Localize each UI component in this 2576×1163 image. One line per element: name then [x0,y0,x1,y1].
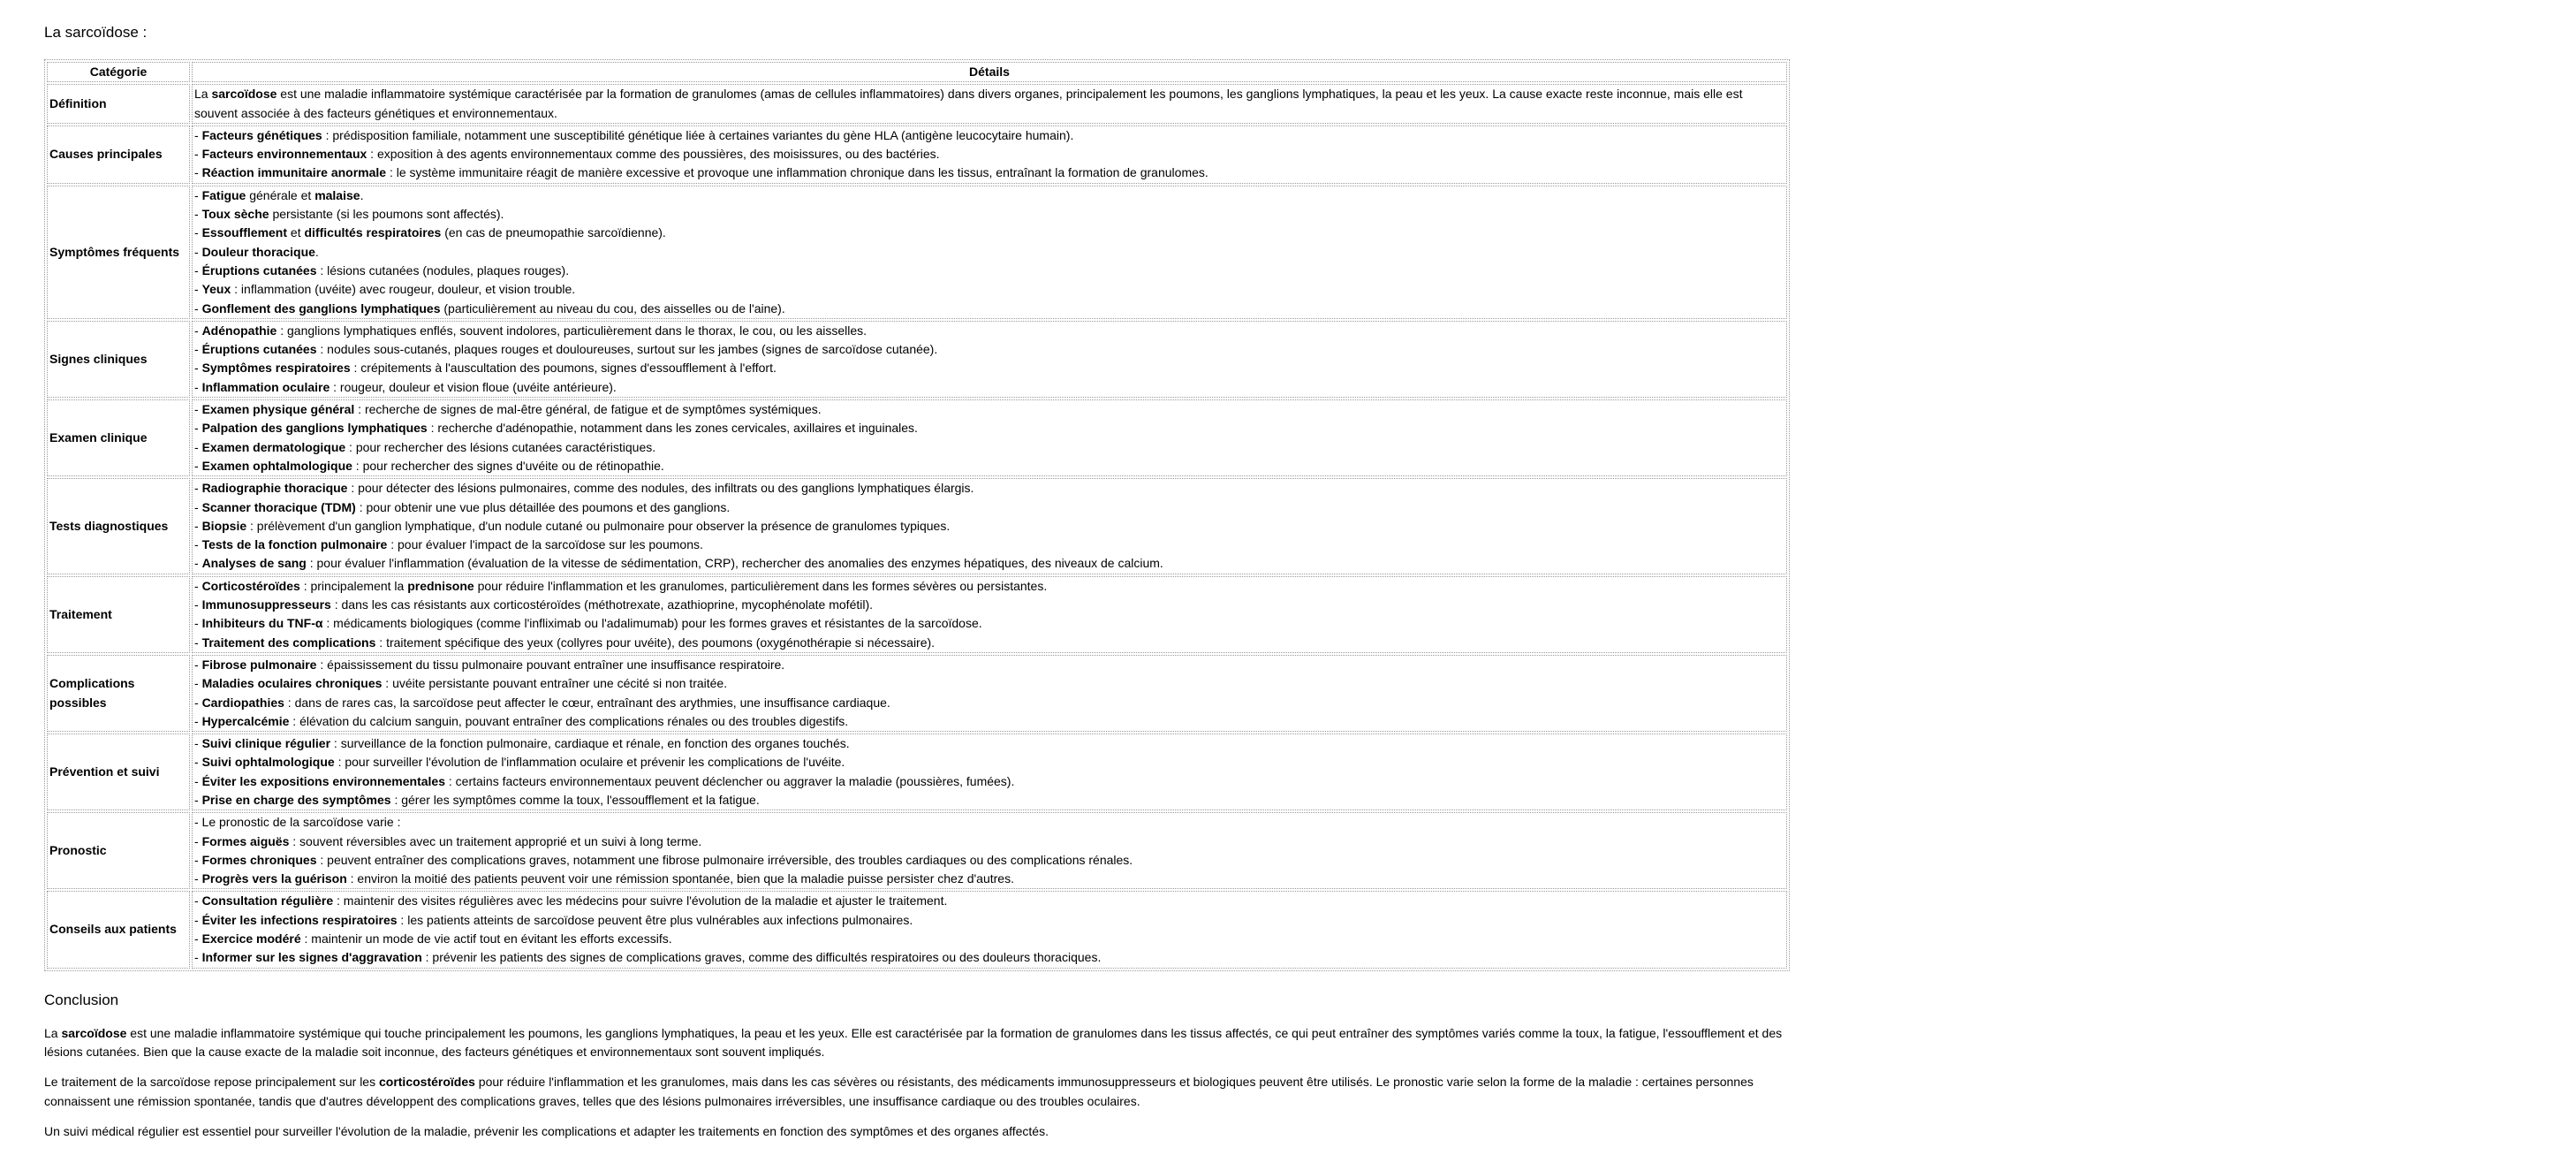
bold-term: Symptômes respiratoires [201,361,351,376]
bold-term: Immunosuppresseurs [201,597,331,612]
details-cell [192,84,1787,124]
text-run: : rougeur, douleur et vision floue (uvéite antérieure). [330,379,617,394]
detail-line [194,536,1784,554]
text-run: - [194,282,202,297]
bold-term: Traitement des complications [201,635,376,650]
page-title: La sarcoïdose : [44,24,148,41]
detail-line [194,772,1784,791]
table-header-row [47,62,1787,82]
text-run: - [194,931,202,946]
text-run: - [194,537,202,552]
details-cell [192,655,1787,732]
text-run: : uvéite persistante pouvant entraîner une cécité si non traitée. [382,676,728,691]
category-cell: Conseils aux patients [47,891,190,968]
text-run: - [194,499,202,514]
text-run: : pour évaluer l'impact de la sarcoïdose sur les poumons. [387,537,703,552]
detail-line [194,322,1784,340]
text-run: - [194,187,202,202]
conclusion-paragraph [44,1073,1790,1111]
bold-term: Analyses de sang [201,556,307,571]
bold-term: Examen ophtalmologique [201,458,352,473]
detail-line [194,813,1784,832]
text-run: : maintenir un mode de vie actif tout en évitant les efforts excessifs. [300,931,672,946]
text-run: : maintenir des visites régulières avec les médecins pour suivre l'évolution de la maladie et ajuster le traitement. [333,893,948,908]
table-row-definition [47,84,1787,124]
detail-line [194,791,1784,810]
details-cell [192,125,1787,184]
bold-term: Toux sèche [201,207,269,222]
text-run: : exposition à des agents environnementaux comme des poussières, des moisissures, ou des bactéries. [367,147,940,162]
bold-term: Cardiopathies [201,695,284,710]
bold-term: Essoufflement [201,225,288,240]
detail-line [194,498,1784,517]
detail-line [194,163,1784,182]
text-run: est une maladie inflammatoire systémique qui touche principalement les poumons, les ganglions lymphatiques, la peau et les yeux. Elle est caractérisée par la formation de granulomes dans les tissus affectés, ce qui peut entraîner des symptômes variés comme la toux, la fatigue, l'essoufflement et des lésions cutanées. Bien que la cause exacte de la maladie soit inconnue, des facteurs génétiques et environnementaux sont souvent impliqués. [44,1025,1783,1059]
bold-term: Inhibiteurs du TNF-α [201,616,323,631]
sarcoidosis-table [44,59,1790,971]
text-run: : recherche d'adénopathie, notamment dans les zones cervicales, axillaires et inguinales. [427,421,918,436]
text-run: - [194,481,202,496]
detail-line [194,205,1784,224]
detail-line [194,243,1784,262]
text-run: - [194,207,202,222]
details-cell [192,891,1787,968]
text-run: - [194,676,202,691]
text-run: - [194,755,202,770]
detail-line [194,948,1784,967]
text-run: - [194,635,202,650]
text-run: - [194,300,202,315]
details-cell [192,399,1787,476]
text-run: - [194,421,202,436]
table-row-signes-cliniques [47,321,1787,398]
bold-term: Examen dermatologique [201,439,346,454]
detail-line [194,577,1784,596]
detail-line [194,892,1784,910]
details-cell [192,734,1787,810]
text-run: : élévation du calcium sanguin, pouvant entraîner des complications rénales ou des troubles digestifs. [289,713,849,728]
details-cell [192,321,1787,398]
category-cell: Définition [47,84,190,124]
bold-term: Maladies oculaires chroniques [201,676,383,691]
document [44,23,1792,1152]
text-run: - [194,165,202,180]
detail-line [194,145,1784,163]
text-run: : épaississement du tissu pulmonaire pouvant entraîner une insuffisance respiratoire. [316,657,785,672]
detail-line [194,378,1784,397]
detail-line [194,851,1784,870]
details-cell [192,576,1787,653]
text-run: : pour obtenir une vue plus détaillée des poumons et des ganglions. [355,499,731,514]
text-run: . [360,187,364,202]
text-run: - [194,773,202,788]
text-run: - [194,379,202,394]
detail-line [194,674,1784,693]
text-run: - [194,439,202,454]
text-run: : pour surveiller l'évolution de l'inflammation oculaire et prévenir les complications de l'uvéite. [334,755,845,770]
conclusion-paragraph [44,1024,1790,1062]
text-run: - [194,833,202,848]
conclusion-paragraph [44,1122,1790,1141]
category-cell: Traitement [47,576,190,653]
detail-line [194,359,1784,377]
detail-line [194,596,1784,614]
text-run: - [194,402,202,417]
text-run: : recherche de signes de mal-être général, de fatigue et de symptômes systémiques. [354,402,822,417]
bold-term: Examen physique général [201,402,355,417]
details-cell [192,478,1787,574]
bold-term: Douleur thoracique [201,244,315,259]
text-run: : médicaments biologiques (comme l'infliximab ou l'adalimumab) pour les formes graves et résistantes de la sarcoïdose. [322,616,982,631]
text-run: : environ la moitié des patients peuvent voir une rémission spontanée, bien que la maladie puisse persister chez d'autres. [346,871,1014,886]
text-run: - [194,912,202,927]
bold-term: corticostéroïdes [378,1075,475,1090]
category-cell: Prévention et suivi [47,734,190,810]
text-run: - [194,713,202,728]
detail-line [194,712,1784,731]
bold-term: Éruptions cutanées [201,342,317,357]
detail-line [194,870,1784,888]
bold-term: prednisone [407,578,474,593]
detail-line [194,753,1784,772]
bold-term: Informer sur les signes d'aggravation [201,950,422,965]
text-run: : gérer les symptômes comme la toux, l'essoufflement et la fatigue. [390,792,760,807]
text-run: : ganglions lymphatiques enflés, souvent indolores, particulièrement dans le thorax, le cou, ou les aisselles. [277,323,868,338]
text-run: (particulièrement au niveau du cou, des aisselles ou de l'aine). [440,300,785,315]
text-run: - [194,852,202,867]
detail-line [194,479,1784,498]
text-run: - [194,616,202,631]
text-run: - [194,518,202,533]
table-row-tests-diagnostiques [47,478,1787,574]
detail-line [194,262,1784,280]
text-run: - [194,361,202,376]
bold-term: Fatigue [201,187,246,202]
detail-line [194,930,1784,948]
table-row-traitement [47,576,1787,653]
text-run: - [194,792,202,807]
category-cell: Causes principales [47,125,190,184]
text-run: - [194,147,202,162]
conclusion-body [44,1024,1792,1141]
text-run: - [194,893,202,908]
text-run: : peuvent entraîner des complications graves, notamment une fibrose pulmonaire irréversible, des troubles cardiaques ou des complications rénales. [316,852,1133,867]
category-cell: Tests diagnostiques [47,478,190,574]
text-run: : souvent réversibles avec un traitement approprié et un suivi à long terme. [289,833,702,848]
detail-line [194,457,1784,475]
text-run: : prédisposition familiale, notamment une susceptibilité génétique liée à certaines variantes du gène HLA (antigène leucocytaire humain). [322,127,1074,142]
text-run: persistante (si les poumons sont affectés). [269,207,504,222]
text-run: : principalement la [299,578,408,593]
text-run: est une maladie inflammatoire systémique caractérisée par la formation de granulomes (amas de cellules inflammatoires) dans divers organes, principalement les poumons, les ganglions lymphatiques, la peau et les yeux. La cause exacte reste inconnue, mais elle est souvent associée à des facteurs génétiques et environnementaux. [194,87,1743,120]
bold-term: difficultés respiratoires [304,225,442,240]
table-row-causes-principales [47,125,1787,184]
bold-term: Formes chroniques [201,852,317,867]
text-run: La [194,87,212,102]
detail-line [194,340,1784,359]
text-run: : nodules sous-cutanés, plaques rouges et douloureuses, surtout sur les jambes (signes de sarcoïdose cutanée). [316,342,938,357]
category-cell: Symptômes fréquents [47,186,190,319]
bold-term: Scanner thoracique (TDM) [201,499,356,514]
text-run: - [194,695,202,710]
detail-line [194,614,1784,633]
bold-term: Formes aiguës [201,833,290,848]
detail-line [194,832,1784,851]
detail-line [194,400,1784,419]
text-run: - [194,578,202,593]
bold-term: Facteurs génétiques [201,127,322,142]
text-run: - [194,556,202,571]
text-run: : dans les cas résistants aux corticostéroïdes (méthotrexate, azathioprine, mycophénolate mofétil). [330,597,874,612]
column-header-details: Détails [192,62,1787,82]
table-row-pronostic [47,812,1787,889]
detail-line [194,656,1784,674]
category-cell: Complications possibles [47,655,190,732]
bold-term: Inflammation oculaire [201,379,330,394]
table-row-complications-possibles [47,655,1787,732]
bold-term: Biopsie [201,518,247,533]
text-run: : prévenir les patients des signes de complications graves, comme des difficultés respiratoires ou des douleurs thoraciques. [421,950,1102,965]
detail-line [194,734,1784,753]
text-run: générale et [246,187,315,202]
bold-term: Facteurs environnementaux [201,147,367,162]
text-run: . [314,244,319,259]
text-run: Le traitement de la sarcoïdose repose principalement sur les [44,1075,379,1090]
table-row-conseils-aux-patients [47,891,1787,968]
text-run: - [194,950,202,965]
text-run: - [194,871,202,886]
text-run: - Le pronostic de la sarcoïdose varie : [194,815,401,830]
detail-line [194,85,1784,123]
category-cell: Examen clinique [47,399,190,476]
detail-line [194,517,1784,536]
detail-line [194,419,1784,437]
detail-line [194,280,1784,299]
bold-term: sarcoïdose [61,1025,127,1040]
bold-term: malaise [314,187,360,202]
bold-term: Suivi clinique régulier [201,736,331,751]
detail-line [194,186,1784,205]
text-run: : les patients atteints de sarcoïdose peuvent être plus vulnérables aux infections pulmonaires. [397,912,913,927]
details-cell [192,812,1787,889]
text-run: pour réduire l'inflammation et les granulomes, mais dans les cas sévères ou résistants, des médicaments immunosuppresseurs et biologiques peuvent être utilisés. Le pronostic varie selon la forme de la maladie : certaines personnes connaissent une rémission spontanée, tandis que d'autres développent des complications graves, telles que des lésions pulmonaires irréversibles, une insuffisance cardiaque ou des troubles oculaires. [44,1075,1754,1108]
bold-term: Exercice modéré [201,931,301,946]
bold-term: Suivi ophtalmologique [201,755,335,770]
details-cell [192,186,1787,319]
bold-term: Adénopathie [201,323,277,338]
text-run: Un suivi médical régulier est essentiel pour surveiller l'évolution de la maladie, prévenir les complications et adapter les traitements en fonction des symptômes et des organes affectés. [44,1123,1049,1138]
text-run: - [194,262,202,277]
detail-line [194,300,1784,318]
category-cell: Signes cliniques [47,321,190,398]
bold-term: Prise en charge des symptômes [201,792,391,807]
bold-term: Palpation des ganglions lymphatiques [201,421,428,436]
bold-term: Corticostéroïdes [201,578,300,593]
bold-term: Éviter les infections respiratoires [201,912,398,927]
bold-term: Éruptions cutanées [201,262,317,277]
bold-term: Progrès vers la guérison [201,871,347,886]
bold-term: Fibrose pulmonaire [201,657,317,672]
text-run: : traitement spécifique des yeux (collyres pour uvéite), des poumons (oxygénothérapie si nécessaire). [375,635,936,650]
text-run: - [194,127,202,142]
text-run: : le système immunitaire réagit de manière excessive et provoque une inflammation chronique dans les tissus, entraînant la formation de granulomes. [386,165,1208,180]
text-run: - [194,225,202,240]
bold-term: Radiographie thoracique [201,481,348,496]
text-run: - [194,342,202,357]
text-run: : dans de rares cas, la sarcoïdose peut affecter le cœur, entraînant des arythmies, une insuffisance cardiaque. [284,695,890,710]
conclusion-heading: Conclusion [44,991,119,1008]
text-run: : inflammation (uvéite) avec rougeur, douleur, et vision trouble. [231,282,576,297]
text-run: pour réduire l'inflammation et les granulomes, particulièrement dans les formes sévères ou persistantes. [474,578,1048,593]
text-run: - [194,597,202,612]
column-header-category: Catégorie [47,62,190,82]
bold-term: sarcoïdose [211,87,277,102]
bold-term: Éviter les expositions environnementales [201,773,445,788]
category-cell: Pronostic [47,812,190,889]
bold-term: Tests de la fonction pulmonaire [201,537,388,552]
text-run: - [194,323,202,338]
text-run: : crépitements à l'auscultation des poumons, signes d'essoufflement à l'effort. [350,361,777,376]
text-run: : lésions cutanées (nodules, plaques rouges). [316,262,570,277]
table-row-examen-clinique [47,399,1787,476]
detail-line [194,224,1784,242]
bold-term: Consultation régulière [201,893,334,908]
text-run: : surveillance de la fonction pulmonaire, cardiaque et rénale, en fonction des organes touchés. [330,736,850,751]
detail-line [194,126,1784,145]
text-run: - [194,458,202,473]
bold-term: Réaction immunitaire anormale [201,165,387,180]
table-row-prevention-et-suivi [47,734,1787,810]
text-run: (en cas de pneumopathie sarcoïdienne). [441,225,666,240]
detail-line [194,634,1784,652]
detail-line [194,911,1784,930]
text-run: : pour détecter des lésions pulmonaires, comme des nodules, des infiltrats ou des ganglions lymphatiques élargis. [347,481,974,496]
detail-line [194,694,1784,712]
text-run: : certains facteurs environnementaux peuvent déclencher ou aggraver la maladie (poussières, fumées). [445,773,1015,788]
bold-term: Yeux [201,282,231,297]
text-run: - [194,244,202,259]
detail-line [194,554,1784,573]
text-run: : pour rechercher des signes d'uvéite ou de rétinopathie. [352,458,664,473]
text-run: La [44,1025,62,1040]
text-run: et [287,225,305,240]
table-row-symptomes-frequents [47,186,1787,319]
bold-term: Gonflement des ganglions lymphatiques [201,300,441,315]
bold-term: Hypercalcémie [201,713,290,728]
detail-line [194,438,1784,457]
text-run: : prélèvement d'un ganglion lymphatique, d'un nodule cutané ou pulmonaire pour observer la présence de granulomes typiques. [246,518,951,533]
text-run: - [194,736,202,751]
text-run: : pour rechercher des lésions cutanées caractéristiques. [345,439,656,454]
text-run: : pour évaluer l'inflammation (évaluation de la vitesse de sédimentation, CRP), rechercher des anomalies des enzymes hépatiques, des niveaux de calcium. [306,556,1163,571]
text-run: - [194,657,202,672]
